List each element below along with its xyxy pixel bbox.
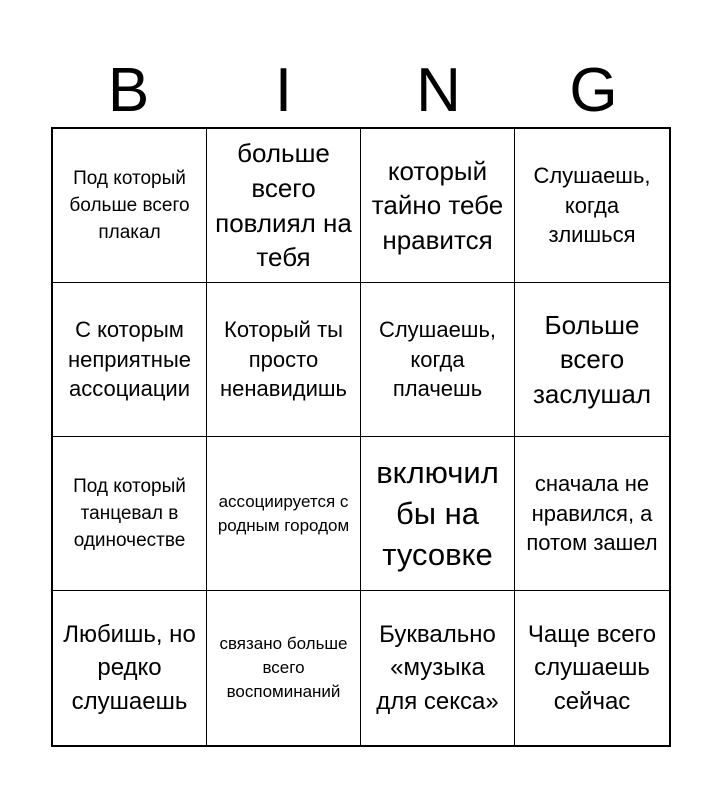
bingo-cell-text: Слушаешь, когда злишься (533, 162, 651, 248)
bingo-cell[interactable] (361, 437, 515, 591)
bingo-cell[interactable] (361, 283, 515, 437)
bingo-cell-text: Больше всего заслушал (532, 309, 652, 409)
bingo-cell-text: связано больше всего воспоминаний (219, 634, 348, 701)
bingo-cell-text: С которым неприятные ассоциации (67, 316, 191, 402)
bingo-cell[interactable] (515, 591, 669, 745)
bingo-cell-text: Чаще всего слушаешь сейчас (527, 620, 657, 715)
bingo-cell-text: Слушаешь, когда плачешь (378, 316, 497, 402)
bingo-cell[interactable] (361, 591, 515, 745)
bingo-cell[interactable] (53, 591, 207, 745)
bingo-cell[interactable] (207, 283, 361, 437)
bingo-cell-text: включил бы на тусовке (376, 454, 499, 573)
bingo-cell[interactable] (515, 437, 669, 591)
bingo-cell-text: больше всего повлиял на тебя (215, 138, 352, 273)
bingo-cell-text: Под который больше всего плакал (69, 167, 190, 244)
bingo-cell[interactable] (53, 283, 207, 437)
bingo-cell[interactable] (207, 129, 361, 283)
bingo-cell[interactable] (515, 129, 669, 283)
bingo-cell-text: Под который танцевал в одиночестве (73, 475, 186, 552)
bingo-cell[interactable] (53, 129, 207, 283)
bingo-cell[interactable] (53, 437, 207, 591)
bingo-cell-text: ассоциируется с родным городом (217, 491, 350, 535)
bingo-cell[interactable] (515, 283, 669, 437)
bingo-cell-text: Любишь, но редко слушаешь (63, 620, 196, 715)
bingo-board (51, 127, 671, 747)
bingo-cell-text: Буквально «музыка для секса» (376, 620, 499, 715)
bingo-cell-text: сначала не нравился, а потом зашел (526, 470, 658, 556)
bingo-cell-text: который тайно тебе нравится (371, 155, 504, 255)
bingo-cell[interactable] (207, 591, 361, 745)
bingo-cell[interactable] (207, 437, 361, 591)
bingo-header (51, 56, 671, 126)
header-letter-b: B (107, 56, 150, 125)
header-letter-g: G (569, 56, 618, 125)
header-letter-i: I (274, 56, 293, 125)
header-letter-n: N (416, 56, 461, 125)
bingo-cell[interactable] (361, 129, 515, 283)
bingo-cell-text: Который ты просто ненавидишь (220, 316, 347, 402)
